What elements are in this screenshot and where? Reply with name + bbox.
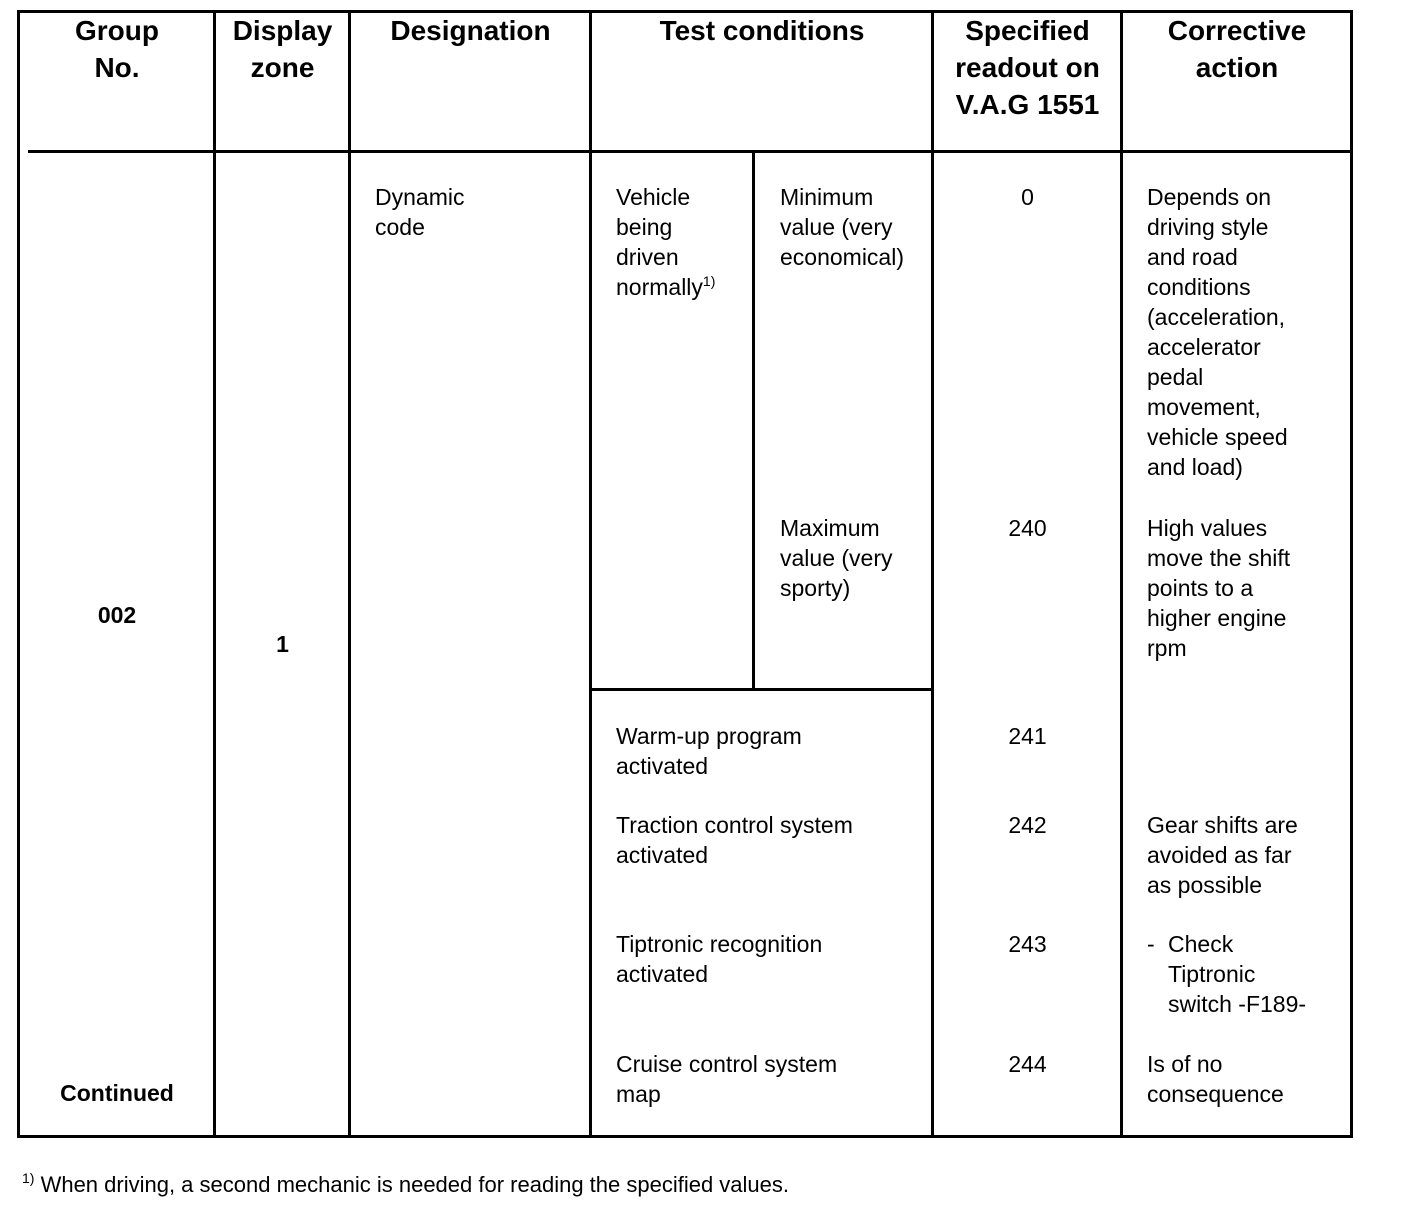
- header-test-conditions: Test conditions: [659, 15, 865, 46]
- table-border-left: [17, 10, 20, 1138]
- column-divider: [589, 10, 592, 1138]
- footnote-text: When driving, a second mechanic is needed for reading the specified values.: [34, 1172, 790, 1197]
- subrow-divider: [589, 688, 934, 691]
- footnote: [22, 1170, 789, 1200]
- designation-value: Dynamic code: [375, 184, 465, 240]
- column-divider: [213, 10, 216, 1138]
- driven-condition-label: Vehicle being driven normally$^{1)}$: [616, 184, 716, 300]
- readout-value: 0: [1021, 184, 1034, 210]
- action-minimum: Depends on driving style and road conditions (acceleration, accelerator pedal movement, vehicle speed and load): [1147, 184, 1288, 480]
- column-divider: [348, 10, 351, 1138]
- readout-value: 244: [1008, 1051, 1047, 1077]
- table-border-bottom: [17, 1135, 1353, 1138]
- column-divider: [931, 10, 934, 1138]
- footnote-marker: 1): [22, 1170, 35, 1186]
- action-maximum: High values move the shift points to a higher engine rpm: [1147, 515, 1291, 661]
- condition-traction-control: Traction control system activated: [616, 812, 853, 868]
- group-continued-label: Continued: [60, 1080, 174, 1106]
- condition-maximum: Maximum value (very sporty): [780, 515, 893, 601]
- action-cruise-control: Is of no consequence: [1147, 1051, 1284, 1107]
- table-border-right: [1350, 10, 1353, 1138]
- group-number: 002: [97, 602, 137, 628]
- readout-value: 243: [1008, 931, 1047, 957]
- action-tiptronic-bullet: -: [1147, 931, 1155, 957]
- column-divider: [1120, 10, 1123, 1138]
- header-group-no: Group No.: [75, 15, 159, 83]
- condition-minimum: Minimum value (very economical): [780, 184, 904, 270]
- header-divider: [28, 150, 1353, 153]
- condition-tiptronic: Tiptronic recognition activated: [616, 931, 823, 987]
- condition-warm-up: Warm-up program activated: [616, 723, 802, 779]
- header-display-zone: Display zone: [232, 15, 333, 83]
- readout-value: 241: [1008, 723, 1047, 749]
- readout-value: 240: [1008, 515, 1047, 541]
- header-corrective-action: Corrective action: [1167, 15, 1307, 83]
- readout-value: 242: [1008, 812, 1047, 838]
- action-tiptronic: Check Tiptronic switch -F189-: [1168, 931, 1307, 1017]
- footnote-ref: 1): [702, 273, 716, 289]
- display-zone-value: 1: [276, 631, 289, 657]
- subcolumn-divider: [752, 150, 755, 691]
- condition-cruise-control: Cruise control system map: [616, 1051, 838, 1107]
- header-specified-readout: Specified readout on V.A.G 1551: [955, 15, 1100, 120]
- header-designation: Designation: [390, 15, 551, 46]
- action-traction-control: Gear shifts are avoided as far as possible: [1147, 812, 1298, 898]
